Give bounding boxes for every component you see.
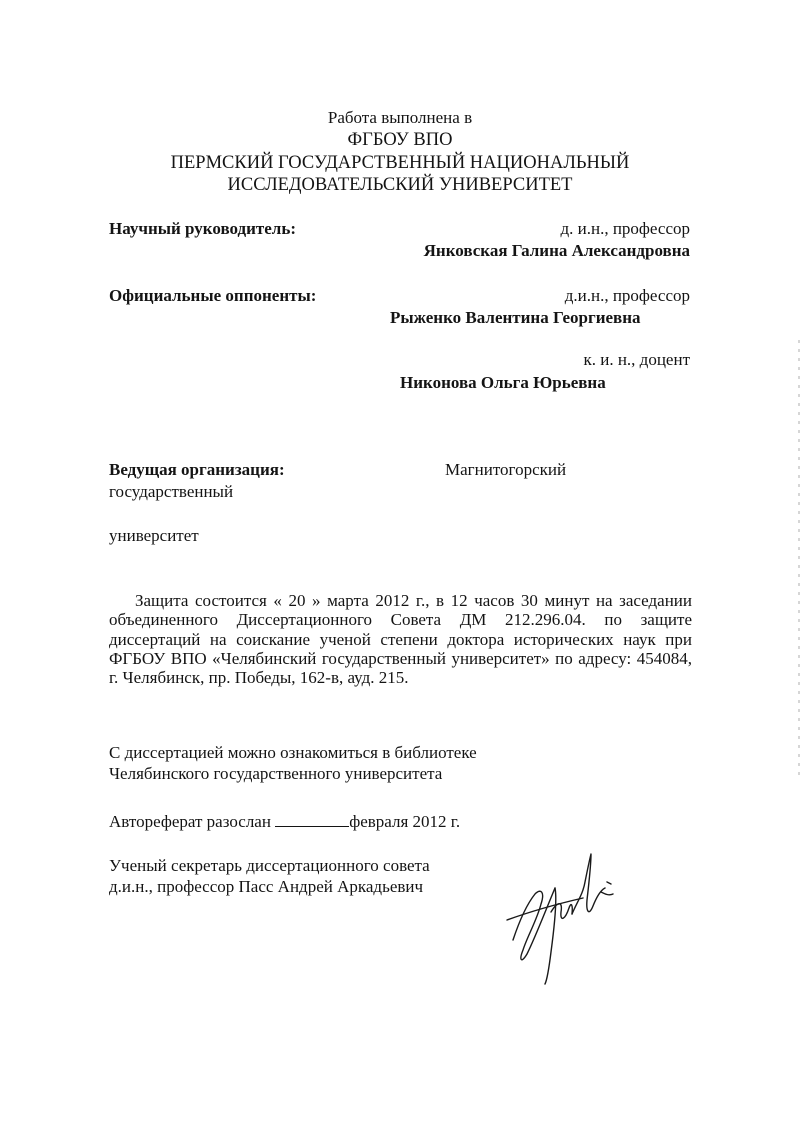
library-line-1: С диссертацией можно ознакомиться в библиотеке: [109, 743, 477, 762]
supervisor-degree: д. и.н., профессор: [560, 219, 690, 238]
date-blank-line: [275, 812, 349, 827]
supervisor-name: Янковская Галина Александровна: [423, 241, 690, 260]
handwritten-signature-icon: [505, 842, 625, 992]
secretary-line-1: Ученый секретарь диссертационного совета: [109, 856, 430, 875]
mailing-prefix: Автореферат разослан: [109, 812, 271, 831]
leading-org-label: Ведущая организация:: [109, 460, 285, 479]
header-line-3: ПЕРМСКИЙ ГОСУДАРСТВЕННЫЙ НАЦИОНАЛЬНЫЙ: [170, 153, 630, 173]
header-line-1: Работа выполнена в: [327, 108, 473, 127]
defense-paragraph: Защита состоится « 20 » марта 2012 г., в 12 часов 30 минут на заседании объединенного Диссертационного Совета ДМ 212.296.04. по защите диссертаций на соискание ученой степени доктора исторических наук при ФГБОУ ВПО «Челябинский государственный университет» по адресу: 454084, г. Челябинск, пр. Победы, 162-в, ауд. 215.: [109, 591, 692, 688]
header-line-2: ФГБОУ ВПО: [347, 130, 453, 150]
opponents-label: Официальные оппоненты:: [109, 286, 317, 305]
supervisor-label: Научный руководитель:: [109, 219, 296, 238]
header-line-4: ИССЛЕДОВАТЕЛЬСКИЙ УНИВЕРСИТЕТ: [227, 175, 573, 195]
leading-org-line-1: Магнитогорский: [445, 460, 567, 479]
opponent-2-name: Никонова Ольга Юрьевна: [400, 373, 606, 392]
library-line-2: Челябинского государственного университета: [109, 764, 443, 783]
opponent-1-degree: д.и.н., профессор: [564, 286, 690, 305]
opponent-1-name: Рыженко Валентина Георгиевна: [390, 308, 641, 327]
leading-org-line-3: университет: [109, 526, 199, 545]
leading-org-line-2: государственный: [109, 482, 234, 501]
secretary-line-2: д.и.н., профессор Пасс Андрей Аркадьевич: [109, 877, 424, 896]
opponent-2-degree: к. и. н., доцент: [583, 350, 690, 369]
mailing-suffix: февраля 2012 г.: [349, 812, 461, 831]
mailing-line: [109, 812, 460, 832]
